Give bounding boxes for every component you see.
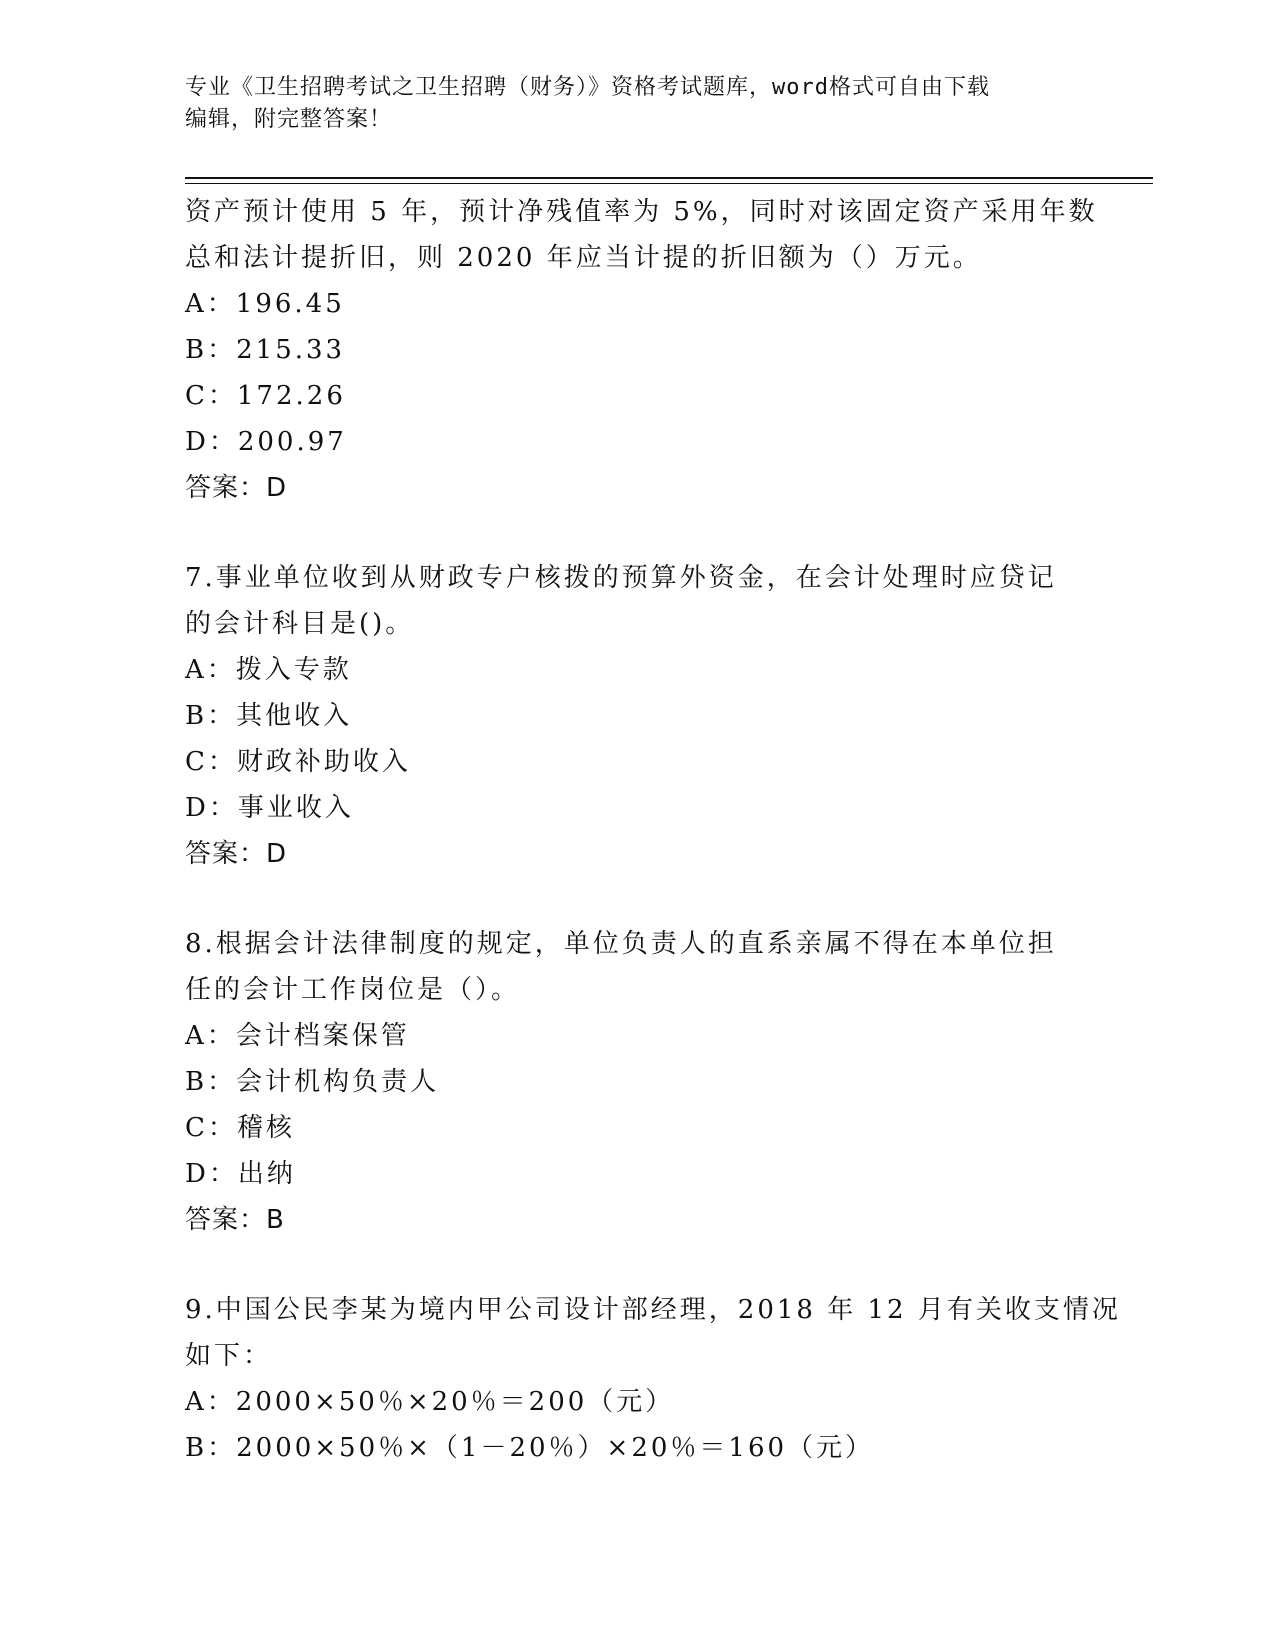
answer-line: 答案：D	[185, 839, 288, 869]
spacer	[185, 877, 1085, 921]
spacer	[185, 1243, 1085, 1287]
option-a: A：196.45	[185, 289, 345, 319]
question-stem-line: 如下：	[185, 1341, 273, 1371]
answer-line: 答案：D	[185, 473, 288, 503]
question-block-7	[185, 555, 1085, 877]
question-stem-line: 资产预计使用 5 年，预计净残值率为 5%，同时对该固定资产采用年数	[185, 197, 1098, 227]
option-b: B：2000×50％×（1－20％）×20％＝160（元）	[185, 1433, 875, 1463]
question-block-8	[185, 921, 1085, 1243]
option-a: A：会计档案保管	[185, 1021, 410, 1051]
option-c: C：财政补助收入	[185, 747, 411, 777]
question-block-prev	[185, 189, 1098, 511]
option-d: D：事业收入	[185, 793, 354, 823]
header-divider-thick	[185, 177, 1153, 179]
document-header	[185, 72, 1065, 136]
question-stem-line: 7.事业单位收到从财政专户核拨的预算外资金，在会计处理时应贷记	[185, 563, 1057, 593]
question-stem-line: 总和法计提折旧，则 2020 年应当计提的折旧额为（）万元。	[185, 243, 982, 273]
answer-line: 答案：B	[185, 1205, 285, 1235]
option-d: D：出纳	[185, 1159, 296, 1189]
option-c: C：稽核	[185, 1113, 295, 1143]
option-d: D：200.97	[185, 427, 347, 457]
question-list	[185, 189, 1121, 1471]
option-a: A：2000×50％×20％＝200（元）	[185, 1387, 675, 1417]
option-a: A：拨入专款	[185, 655, 352, 685]
option-c: C：172.26	[185, 381, 346, 411]
question-stem-line: 任的会计工作岗位是（）。	[185, 975, 521, 1005]
question-stem-line: 8.根据会计法律制度的规定，单位负责人的直系亲属不得在本单位担	[185, 929, 1057, 959]
header-divider-thin	[185, 183, 1153, 184]
spacer	[185, 511, 1085, 555]
header-line-2: 编辑，附完整答案！	[185, 107, 393, 132]
option-b: B：会计机构负责人	[185, 1067, 440, 1097]
question-stem-line: 的会计科目是()。	[185, 609, 415, 639]
question-block-9	[185, 1287, 1121, 1471]
option-b: B：215.33	[185, 335, 346, 365]
option-b: B：其他收入	[185, 701, 353, 731]
question-stem-line: 9.中国公民李某为境内甲公司设计部经理，2018 年 12 月有关收支情况	[185, 1295, 1121, 1325]
header-line-1: 专业《卫生招聘考试之卫生招聘（财务）》资格考试题库，word格式可自由下载	[185, 75, 990, 100]
